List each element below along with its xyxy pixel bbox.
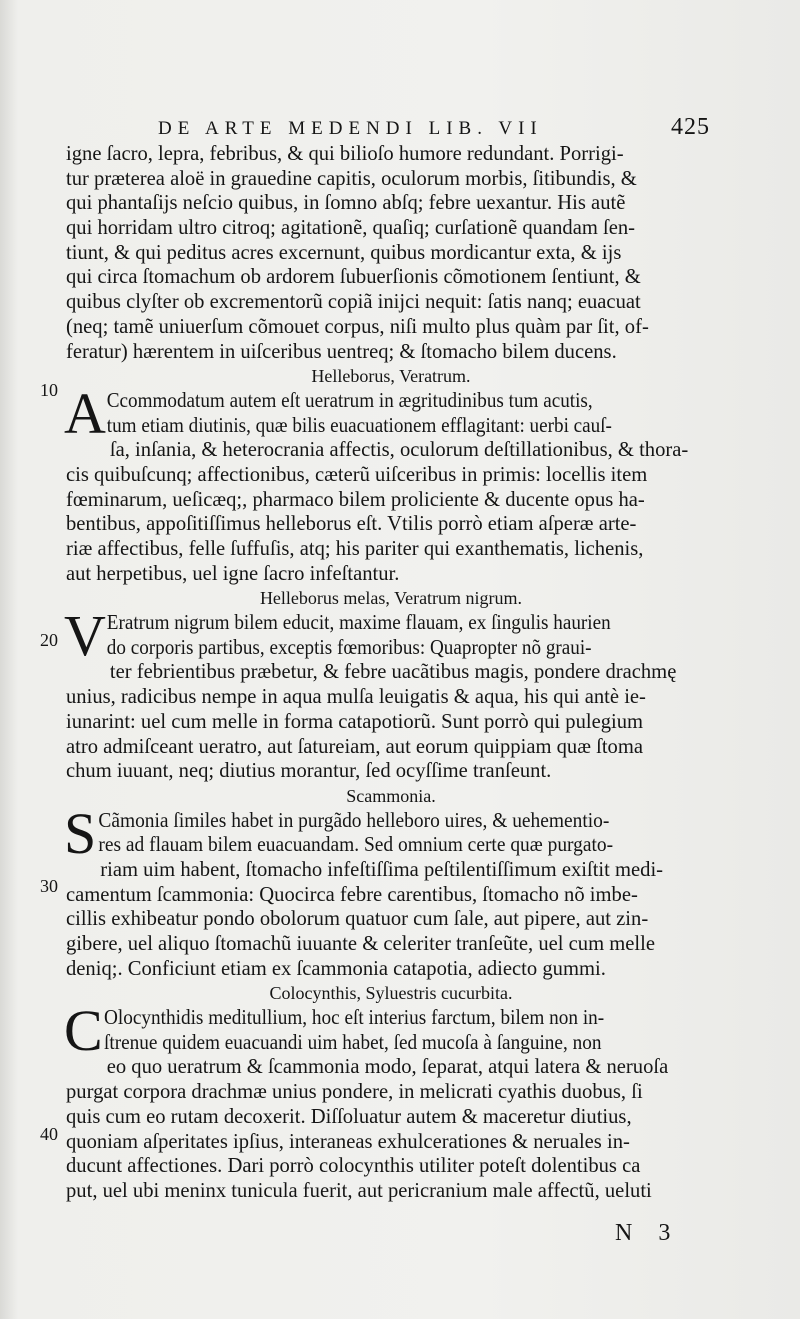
text-line: res ad flauam bilem euacuandam. Sed omnium certe quæ purgato- <box>98 834 614 857</box>
text-line: chum iuuant, neq; diutius morantur, ſed ocyſſime tranſeunt. <box>66 760 552 783</box>
text-line: cis quibuſcunq; affectionibus, cæterũ uiſceribus in primis: locellis item <box>66 463 648 486</box>
text-line: purgat corpora drachmæ unius pondere, in melicrati cyathis duobus, ſi <box>66 1081 643 1104</box>
margin-number-20: 20 <box>40 630 58 650</box>
drop-cap: C <box>64 998 103 1064</box>
text-line: igne ſacro, lepra, febribus, & qui bilioſo humore redundant. Porrigi- <box>66 143 624 165</box>
section-heading-colocynthis: Colocynthis, Syluestris cucurbita. <box>269 983 513 1004</box>
text-line: Eratrum nigrum bilem educit, maxime flauam, ex ſingulis haurien <box>106 612 611 635</box>
section-heading-scammonia: Scammonia. <box>346 785 436 806</box>
text-line: aut herpetibus, uel igne ſacro infeſtantur. <box>66 562 400 585</box>
section-helleborus <box>64 380 716 587</box>
text-line: Cãmonia ſimiles habet in purgãdo helleboro uires, & uehementio- <box>98 809 610 832</box>
margin-number-40: 40 <box>40 1124 58 1144</box>
text-line: qui circa ſtomachum ob ardorem ſubuerſionis cõmotionem ſentiunt, & <box>66 266 641 289</box>
intro-paragraph <box>66 142 716 364</box>
text-line: quibus clyſter ob excrementorũ copiã inijci nequit: ſatis nanq; euacuat <box>66 291 641 314</box>
text-line: fœminarum, ueſicæq;, pharmaco bilem proliciente & ducente opus ha- <box>66 488 645 511</box>
section-veratrum-nigrum <box>64 603 716 784</box>
text-line: deniq;. Conficiunt etiam ex ſcammonia catapotia, adiecto gummi. <box>66 957 606 980</box>
text-line: ſa, inſania, & heterocrania affectis, oculorum deſtillationibus, & thora- <box>109 439 689 462</box>
text-line: ter febrientibus præbetur, & febre uacãtibus magis, pondere drachmę <box>109 661 677 684</box>
margin-number-10: 10 <box>40 380 58 400</box>
text-line: qui horridam ultro citroq; agitationẽ, quaſiq; curſationẽ quandam ſen- <box>66 217 636 240</box>
drop-cap: S <box>64 800 97 866</box>
text-line: gibere, uel aliquo ſtomachũ iuuante & celeriter tranſeũte, uel cum melle <box>66 933 655 955</box>
section-scammonia <box>64 800 716 982</box>
text-line: riam uim habent, ſtomacho infeſtiſſima peſtilentiſſimum exiſtit medi- <box>100 858 664 881</box>
text-line: quoniam aſperitates ipſius, interaneas exhulcerationes & neruales in- <box>66 1130 630 1153</box>
text-line: put, uel ubi meninx tunicula fuerit, aut pericranium male affectũ, ueluti <box>66 1179 652 1202</box>
text-line: ducunt affectiones. Dari porrò colocynthis utiliter poteſt dolentibus ca <box>66 1155 641 1178</box>
text-line: feratur) hærentem in uiſceribus uentreq; & ſtomacho bilem ducens. <box>66 340 617 363</box>
text-line: iunarint: uel cum melle in forma catapotiorũ. Sunt porrò qui pulegium <box>66 710 644 733</box>
section-colocynthis <box>64 998 716 1204</box>
text-line: (neq; tamẽ uniuerſum cõmouet corpus, niſi multo plus quàm par ſit, of- <box>66 315 649 338</box>
text-line: tum etiam diutinis, quæ bilis euacuationem efflagitant: uerbi cauſ- <box>106 414 612 437</box>
page-number: 425 <box>671 114 710 140</box>
text-line: atro admiſceant ueratro, aut ſatureiam, aut eorum quippiam quæ ſtoma <box>66 735 644 758</box>
margin-number-30: 30 <box>40 876 58 896</box>
text-line: tur præterea aloë in grauedine capitis, oculorum morbis, ſitibundis, & <box>66 167 637 190</box>
main-text-block <box>66 142 716 1204</box>
text-line: bentibus, appoſitiſſimus helleborus eſt. Vtilis porrò etiam aſperæ arte- <box>66 513 637 536</box>
text-line: unius, radicibus nempe in aqua mulſa leuigatis & aqua, his qui antè ie- <box>66 686 646 709</box>
text-line: quis cum eo rutam decoxerit. Diſſoluatur autem & maceretur diutius, <box>66 1105 632 1128</box>
text-line: do corporis partibus, exceptis fœmoribus: Quapropter nõ graui- <box>106 636 592 659</box>
text-line: camentum ſcammonia: Quocirca febre carentibus, ſtomacho nõ imbe- <box>66 883 638 906</box>
drop-cap: A <box>64 380 106 446</box>
text-line: Olocynthidis meditullium, hoc eſt interius farctum, bilem non in- <box>104 1007 605 1030</box>
text-line: eo quo ueratrum & ſcammonia modo, ſeparat, atqui latera & neruoſa <box>106 1056 669 1079</box>
text-line: Ccommodatum autem eſt ueratrum in ægritudinibus tum acutis, <box>106 389 593 412</box>
running-title: DE ARTE MEDENDI LIB. VII <box>158 118 543 139</box>
section-heading-veratrum-nigrum: Helleborus melas, Veratrum nigrum. <box>259 588 523 609</box>
signature-mark: N 3 <box>615 1220 681 1246</box>
section-heading-helleborus: Helleborus, Veratrum. <box>311 366 471 387</box>
text-line: tiunt, & qui peditus acres excernunt, quibus mordicantur exta, & ijs <box>66 241 622 264</box>
drop-cap: V <box>64 603 106 669</box>
text-line: riæ affectibus, felle ſuffuſis, atq; his pariter qui exanthematis, lichenis, <box>66 538 644 560</box>
text-line: cillis exhibeatur pondo obolorum quatuor cum ſale, aut pipere, aut zin- <box>66 908 649 931</box>
text-line: qui phantaſijs neſcio quibus, in ſomno abſq; febre uexantur. His autẽ <box>66 192 626 215</box>
text-line: ſtrenue quidem euacuandi uim habet, ſed mucoſa à ſanguine, non <box>104 1031 602 1054</box>
